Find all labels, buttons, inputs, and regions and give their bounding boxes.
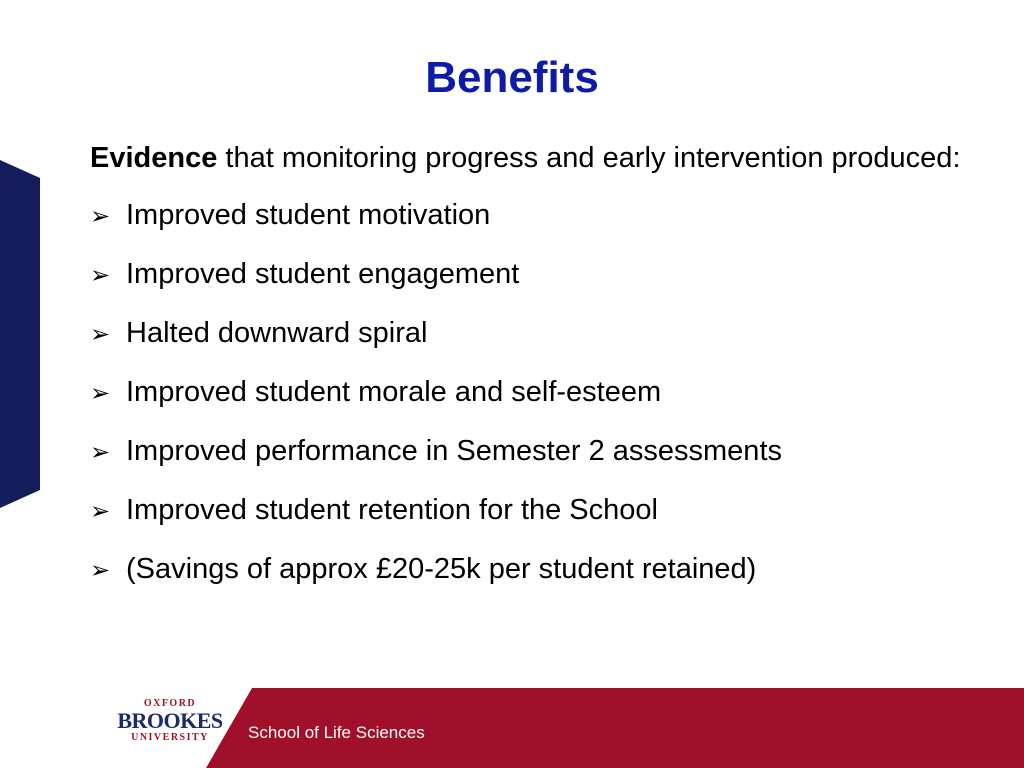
bullet-item — [90, 551, 990, 589]
oxford-brookes-logo — [110, 698, 230, 748]
arrow-bullet-icon: ➢ — [90, 439, 111, 466]
intro-text: that monitoring progress and early intervention produced: — [217, 142, 961, 174]
bullet-text: Improved student morale and self-esteem — [126, 376, 662, 408]
bullet-item — [90, 256, 990, 294]
arrow-bullet-icon: ➢ — [90, 321, 111, 348]
intro-bold: Evidence — [90, 142, 218, 174]
arrow-bullet-icon: ➢ — [90, 203, 111, 230]
bullet-text: Halted downward spiral — [126, 317, 428, 349]
slide-content — [90, 140, 990, 610]
arrow-bullet-icon: ➢ — [90, 380, 111, 407]
arrow-bullet-icon: ➢ — [90, 498, 111, 525]
bullet-text: Improved student engagement — [126, 258, 520, 290]
logo-line-university: UNIVERSITY — [131, 732, 209, 743]
bullet-text: (Savings of approx £20-25k per student retained) — [126, 553, 757, 585]
bullet-item — [90, 197, 990, 235]
bullet-item — [90, 492, 990, 530]
bullet-item — [90, 433, 990, 471]
intro-paragraph — [90, 140, 990, 176]
side-decorative-bar — [0, 0, 40, 768]
bullet-item — [90, 374, 990, 412]
bullet-text: Improved performance in Semester 2 assessments — [126, 435, 782, 467]
footer-label: School of Life Sciences — [248, 723, 425, 742]
bullet-text: Improved student motivation — [126, 199, 491, 231]
arrow-bullet-icon: ➢ — [90, 557, 111, 584]
logo-line-brookes: BROOKES — [117, 708, 223, 733]
logo-line-oxford: OXFORD — [143, 698, 197, 709]
bullet-item — [90, 315, 990, 353]
arrow-bullet-icon: ➢ — [90, 262, 111, 289]
slide-title: Benefits — [425, 53, 599, 102]
bullet-text: Improved student retention for the School — [126, 494, 658, 526]
